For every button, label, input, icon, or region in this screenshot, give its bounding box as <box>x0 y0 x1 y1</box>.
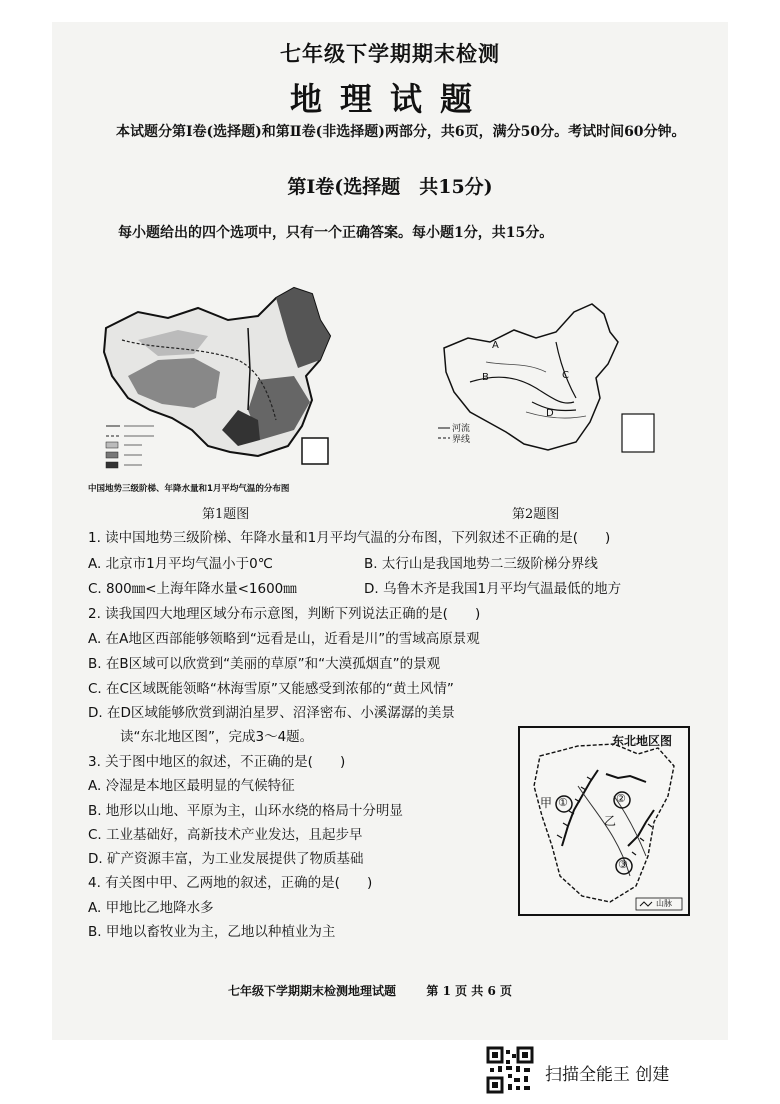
q2-option-b: B. 在B区域可以欣赏到“美丽的草原”和“大漠孤烟直”的景观 <box>88 656 441 672</box>
reading-instruction: 读“东北地区图”，完成3～4题。 <box>120 729 314 745</box>
qr-code-icon <box>486 1046 534 1094</box>
figure-1-label: 第1题图 <box>202 507 250 522</box>
q2-option-a: A. 在A地区西部能够领略到“远看是山，近看是川”的雪域高原景观 <box>88 631 480 647</box>
q1-option-c: C. 800㎜<上海年降水量<1600㎜ <box>88 581 297 597</box>
legend-river: 河流 <box>452 424 471 434</box>
q2-option-d: D. 在D区域能够欣赏到湖泊星罗、沼泽密布、小溪潺潺的美景 <box>88 705 455 721</box>
region-label-d: D <box>546 408 554 419</box>
mark-2: ② <box>616 792 626 805</box>
section-instruction: 每小题给出的四个选项中，只有一个正确答案。每小题1分，共15分。 <box>118 225 554 241</box>
figure-3-title: 东北地区图 <box>612 734 673 748</box>
q3-option-b: B. 地形以山地、平原为主，山环水绕的格局十分明显 <box>88 803 403 819</box>
exam-title: 地理试题 <box>289 80 490 118</box>
figure-1-china-map <box>98 280 360 480</box>
region-label-a: A <box>492 340 499 351</box>
q1-option-b: B. 太行山是我国地势二三级阶梯分界线 <box>364 556 598 572</box>
q4-option-a: A. 甲地比乙地降水多 <box>88 900 214 916</box>
mark-3: ③ <box>618 858 628 871</box>
q3-option-c: C. 工业基础好，高新技术产业发达，且起步早 <box>88 827 363 843</box>
q4-option-b: B. 甲地以畜牧业为主，乙地以种植业为主 <box>88 924 336 940</box>
figure-3-legend: 山脉 <box>656 899 672 908</box>
place-jia: 甲 <box>540 796 553 810</box>
question-2: 2. 读我国四大地理区域分布示意图，判断下列说法正确的是( ) <box>88 606 481 622</box>
figure-2-regions-map <box>436 302 666 462</box>
footer-title: 七年级下学期期末检测地理试题 <box>228 984 397 998</box>
figure-1-caption: 中国地势三级阶梯、年降水量和1月平均气温的分布图 <box>88 484 290 494</box>
exam-subtitle: 七年级下学期期末检测 <box>280 41 500 66</box>
place-yi: 乙 <box>604 814 617 828</box>
q1-option-a: A. 北京市1月平均气温小于0℃ <box>88 556 273 572</box>
exam-intro: 本试题分第Ⅰ卷(选择题)和第Ⅱ卷(非选择题)两部分，共6页，满分50分。考试时间60分钟。 <box>116 124 686 140</box>
question-1: 1. 读中国地势三级阶梯、年降水量和1月平均气温的分布图，下列叙述不正确的是( ) <box>88 530 611 546</box>
figure-2-label: 第2题图 <box>512 507 560 522</box>
mark-1: ① <box>558 796 568 809</box>
footer-page-number: 第 1 页 共 6 页 <box>426 984 512 998</box>
q2-option-c: C. 在C区域既能领略“林海雪原”又能感受到浓郁的“黄土风情” <box>88 681 454 697</box>
region-label-c: C <box>562 370 569 381</box>
q1-option-d: D. 乌鲁木齐是我国1月平均气温最低的地方 <box>364 581 622 597</box>
question-3: 3. 关于图中地区的叙述，不正确的是( ) <box>88 754 346 770</box>
scanner-watermark: 扫描全能王 创建 <box>545 1065 670 1085</box>
q3-option-a: A. 冷湿是本地区最明显的气候特征 <box>88 778 295 794</box>
region-label-b: B <box>482 372 489 383</box>
page-footer <box>228 982 512 999</box>
section-title: 第Ⅰ卷(选择题 共15分) <box>287 176 493 198</box>
legend-boundary: 界线 <box>452 435 471 445</box>
question-4: 4. 有关图中甲、乙两地的叙述，正确的是( ) <box>88 875 373 891</box>
q3-option-d: D. 矿产资源丰富，为工业发展提供了物质基础 <box>88 851 364 867</box>
